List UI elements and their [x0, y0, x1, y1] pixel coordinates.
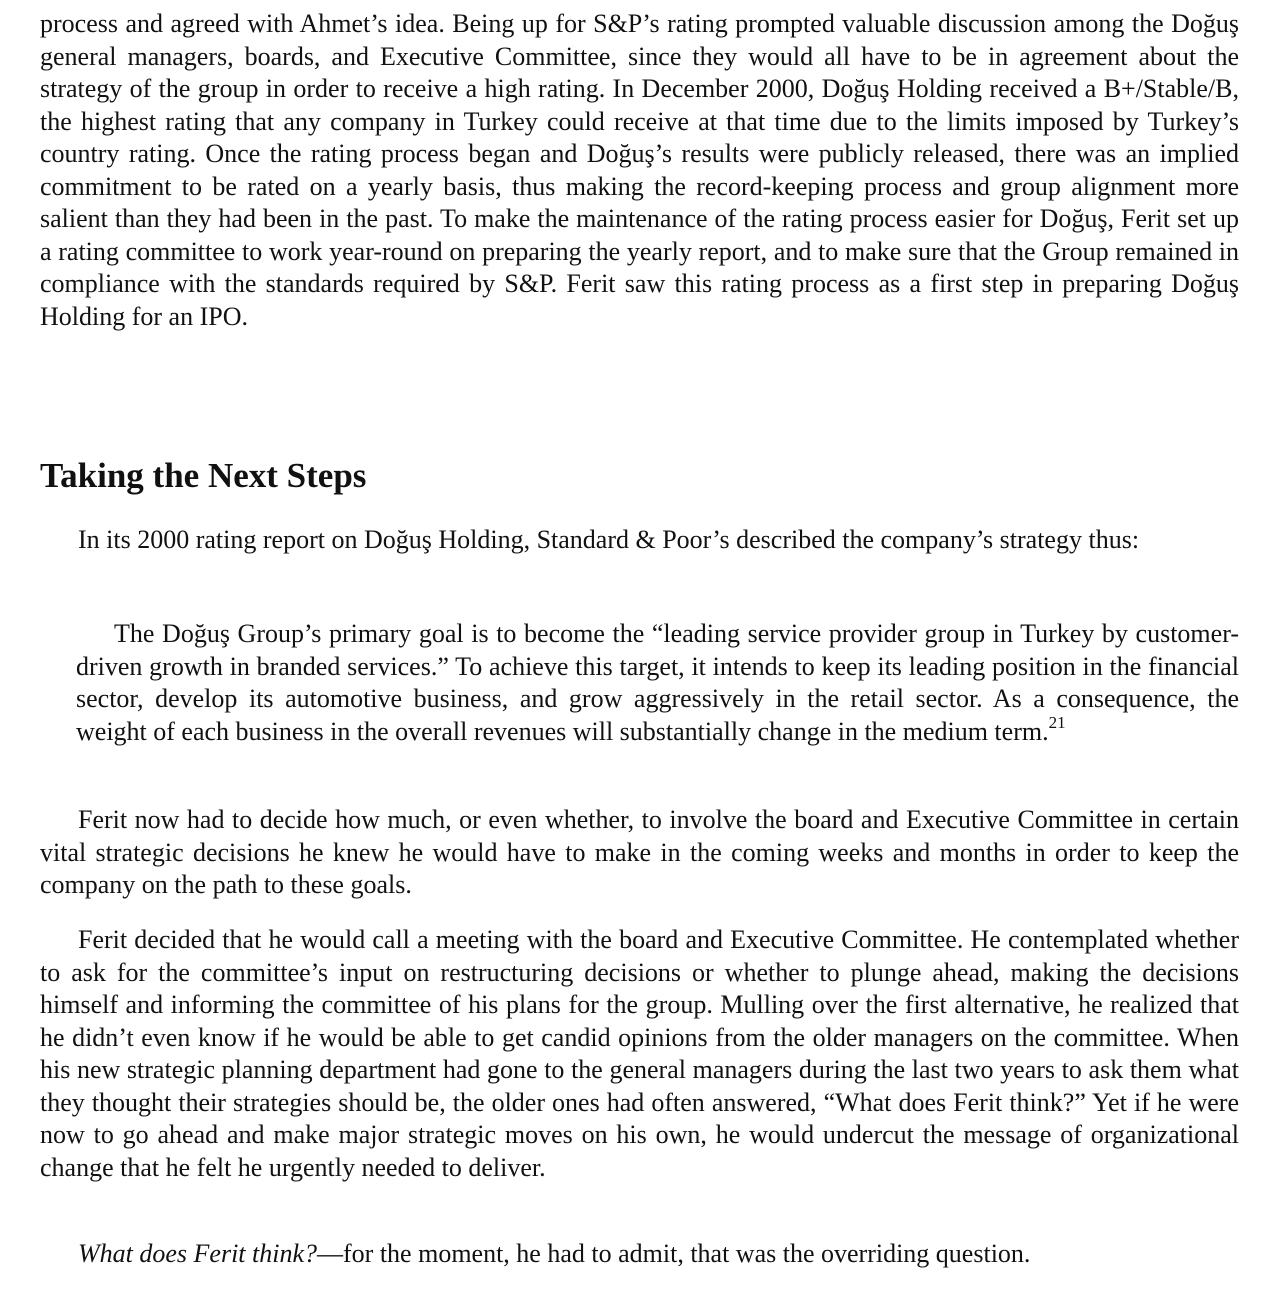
paragraph-closing	[40, 1238, 1239, 1271]
paragraph-text: In its 2000 rating report on Doğuş Holding, Standard & Poor’s described the company’s strategy thus:	[78, 525, 1140, 554]
footnote-marker: 21	[1048, 712, 1066, 732]
paragraph-text: process and agreed with Ahmet’s idea. Being up for S&P’s rating prompted valuable discussion among the Doğuş general managers, boards, and Executive Committee, since they would all have to be in agreement about the strategy of the group in order to receive a high rating. In December 2000, Doğuş Holding received a B+/Stable/B, the highest rating that any company in Turkey could receive at that time due to the limits imposed by Turkey’s country rating. Once the rating process began and Doğuş’s results were publicly released, there was an implied commitment to be rated on a yearly basis, thus making the record-keeping process and group alignment more salient than they had been in the past. To make the maintenance of the rating process easier for Doğuş, Ferit set up a rating committee to work year-round on preparing the yearly report, and to make sure that the Group remained in compliance with the standards required by S&P. Ferit saw this rating process as a first step in preparing Doğuş Holding for an IPO.	[40, 9, 1239, 331]
section-heading: Taking the Next Steps	[40, 456, 367, 495]
closing-text: —for the moment, he had to admit, that was the overriding question.	[317, 1239, 1031, 1268]
paragraph-text: Ferit now had to decide how much, or even whether, to involve the board and Executive Committee in certain vital strategic decisions he knew he would have to make in the coming weeks and months in order to keep the company on the path to these goals.	[40, 805, 1239, 899]
paragraph-meeting	[40, 924, 1239, 1184]
paragraph-text: Ferit decided that he would call a meeting with the board and Executive Committee. He contemplated whether to ask for the committee’s input on restructuring decisions or whether to plunge ahead, making the decisions himself and informing the committee of his plans for the group. Mulling over the first alternative, he realized that he didn’t even know if he would be able to get candid opinions from the older managers on the committee. When his new strategic planning department had gone to the general managers during the last two years to ask them what they thought their strategies should be, the older ones had often answered, “What does Ferit think?” Yet if he were now to go ahead and make major strategic moves on his own, he would undercut the message of organizational change that he felt he urgently needed to deliver.	[40, 925, 1239, 1182]
paragraph-sp-report-intro	[40, 524, 1239, 557]
block-quote	[76, 618, 1239, 748]
quote-text: The Doğuş Group’s primary goal is to become the “leading service provider group in Turkey by customer-driven growth in branded services.” To achieve this target, it intends to keep its leading position in the financial sector, develop its automotive business, and grow aggressively in the retail sector. As a consequence, the weight of each business in the overall revenues will substantially change in the medium term.	[76, 619, 1239, 746]
paragraph-ferit-decision	[40, 804, 1239, 902]
closing-question-italic: What does Ferit think?	[78, 1239, 318, 1268]
quote-paragraph	[76, 618, 1239, 748]
paragraph-rating-process	[40, 8, 1239, 333]
closing-paragraph	[40, 1238, 1239, 1271]
